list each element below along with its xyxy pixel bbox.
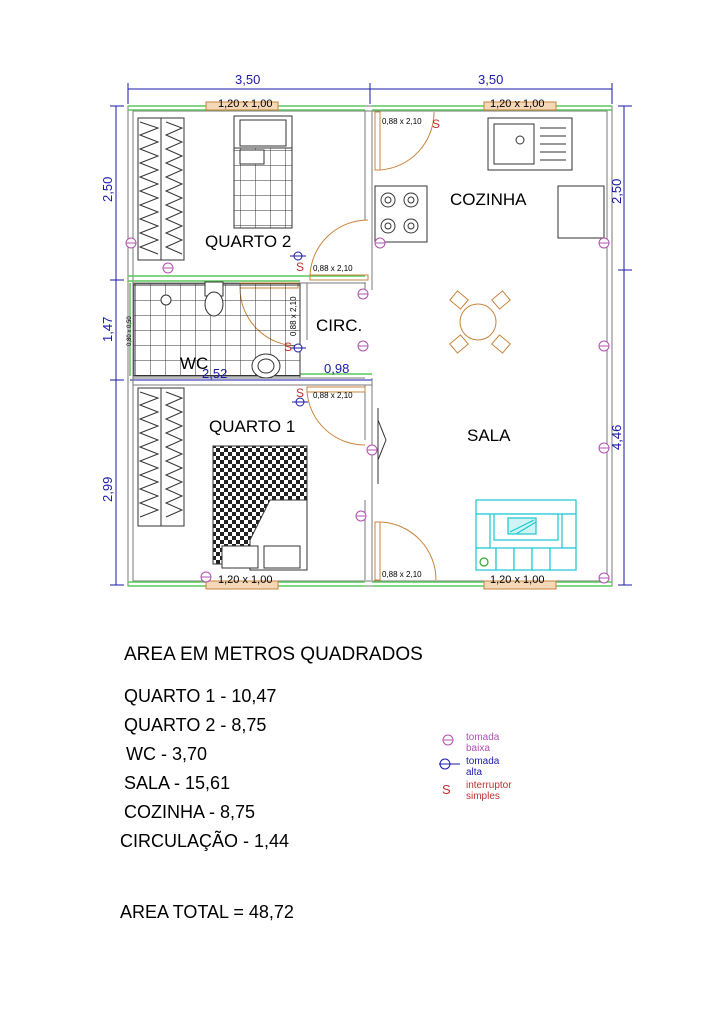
dim-top-left: 3,50 [235, 72, 261, 87]
area-item: SALA - 15,61 [124, 773, 231, 793]
door-label-wc: 0,88 x 2,10 [289, 296, 298, 336]
svg-text:S: S [442, 782, 451, 797]
room-label-circ: CIRC. [316, 316, 363, 335]
room-label-wc: WC [180, 354, 209, 373]
switch-wc: S [284, 340, 293, 354]
dim-left-bottom: 2,99 [100, 476, 115, 502]
dim-right-bottom: 4,46 [609, 424, 624, 450]
window-label-bottom-right: 1,20 x 1,00 [490, 574, 545, 586]
door-label-wc-small: 0,80 x 0,50 [127, 316, 133, 346]
door-label-entrada: 0,88 x 2,10 [382, 570, 422, 579]
bed-quarto1 [213, 446, 307, 570]
area-item: QUARTO 1 - 10,47 [124, 686, 277, 706]
room-label-cozinha: COZINHA [450, 190, 527, 209]
area-item: CIRCULAÇÃO - 1,44 [120, 831, 290, 851]
living-room-set [476, 500, 576, 570]
outlet-low-icon [438, 733, 458, 747]
dining-table [450, 291, 510, 353]
dim-circ-width: 0,98 [324, 361, 350, 376]
room-label-quarto2: QUARTO 2 [205, 232, 292, 251]
room-label-quarto1: QUARTO 1 [209, 417, 296, 436]
light-switches [284, 117, 440, 400]
dim-left-mid: 1,47 [100, 316, 115, 342]
legend-label: tomada baixa [466, 732, 500, 754]
switch-icon [438, 781, 458, 797]
dim-left-top: 2,50 [100, 176, 115, 202]
area-item: COZINHA - 8,75 [124, 802, 256, 822]
switch-quarto2: S [296, 260, 305, 274]
switch-quarto1: S [296, 386, 305, 400]
kitchen-appliances [375, 118, 604, 242]
wc-fixtures [134, 282, 300, 378]
room-label-sala: SALA [467, 426, 511, 445]
dim-top-right: 3,50 [478, 72, 504, 87]
wardrobe-quarto2 [138, 118, 184, 260]
window-label-bottom-left: 1,20 x 1,00 [218, 574, 273, 586]
wardrobe-quarto1 [138, 388, 184, 526]
area-item: WC - 3,70 [126, 744, 208, 764]
door-label-quarto1: 0,88 x 2,10 [313, 391, 353, 400]
outlet-high-icon [438, 757, 462, 771]
bed-quarto2 [234, 116, 292, 228]
window-label-top-right: 1,20 x 1,00 [490, 98, 545, 110]
switch-cozinha: S [432, 117, 441, 131]
legend-label: interruptor simples [466, 780, 512, 802]
window-label-top-left: 1,20 x 1,00 [218, 98, 273, 110]
dim-right-top: 2,50 [609, 178, 624, 204]
door-label-cozinha: 0,88 x 2,10 [382, 117, 422, 126]
tv-unit [378, 408, 386, 484]
door-label-quarto2: 0,88 x 2,10 [313, 264, 353, 273]
area-item: QUARTO 2 - 8,75 [124, 715, 267, 735]
area-list [120, 644, 423, 856]
dim-wc-width: 2,52 [202, 366, 228, 381]
area-title: AREA EM METROS QUADRADOS [124, 644, 423, 665]
area-total: AREA TOTAL = 48,72 [120, 902, 294, 922]
legend-label: tomada alta [466, 756, 500, 778]
